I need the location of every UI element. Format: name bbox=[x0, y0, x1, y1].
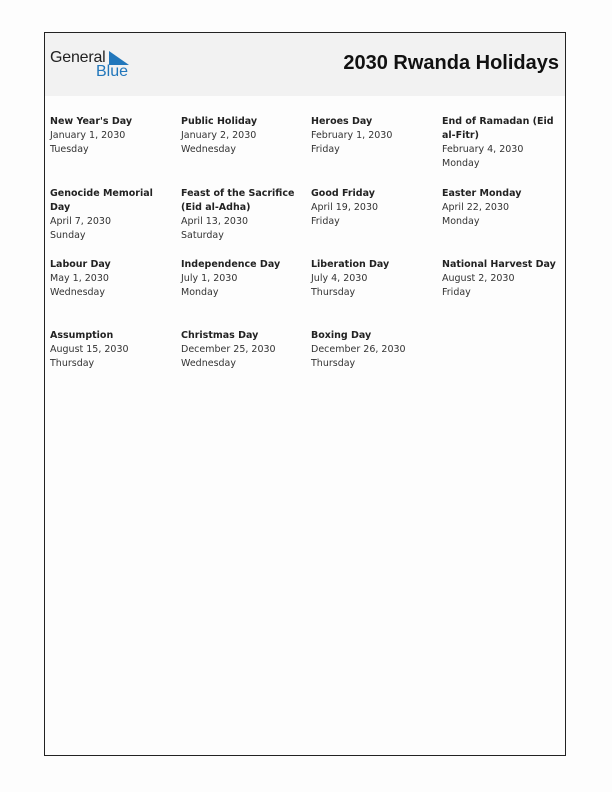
holiday-item bbox=[311, 187, 437, 229]
logo-text-general: General bbox=[50, 49, 106, 66]
holiday-date: February 1, 2030 bbox=[311, 130, 393, 141]
holiday-weekday: Thursday bbox=[311, 287, 356, 298]
holiday-weekday: Friday bbox=[311, 216, 340, 227]
holiday-date: July 4, 2030 bbox=[311, 273, 368, 284]
holiday-weekday: Friday bbox=[311, 144, 340, 155]
holiday-date: January 1, 2030 bbox=[50, 130, 126, 141]
holiday-weekday: Thursday bbox=[311, 358, 356, 369]
holiday-name: Independence Day bbox=[181, 259, 281, 270]
holiday-item bbox=[50, 258, 176, 300]
holiday-name: Boxing Day bbox=[311, 330, 372, 341]
page-title: 2030 Rwanda Holidays bbox=[343, 52, 559, 74]
holiday-item bbox=[50, 115, 176, 157]
holiday-date: July 1, 2030 bbox=[181, 273, 238, 284]
holiday-name: Assumption bbox=[50, 330, 114, 341]
holiday-weekday: Monday bbox=[181, 287, 219, 298]
holiday-item bbox=[181, 329, 307, 371]
page-frame bbox=[44, 32, 566, 756]
holiday-name: Feast of the Sacrifice (Eid al-Adha) bbox=[181, 188, 295, 213]
logo-text-blue: Blue bbox=[96, 63, 129, 80]
holiday-item bbox=[442, 258, 562, 300]
holiday-date: January 2, 2030 bbox=[181, 130, 257, 141]
holiday-date: August 2, 2030 bbox=[442, 273, 515, 284]
holiday-item bbox=[181, 187, 307, 243]
holiday-date: April 7, 2030 bbox=[50, 216, 111, 227]
holiday-weekday: Tuesday bbox=[50, 144, 89, 155]
holiday-name: Easter Monday bbox=[442, 188, 522, 199]
holiday-date: April 22, 2030 bbox=[442, 202, 510, 213]
holiday-weekday: Friday bbox=[442, 287, 471, 298]
holiday-item bbox=[311, 115, 437, 157]
holiday-date: August 15, 2030 bbox=[50, 344, 129, 355]
holiday-item bbox=[311, 329, 437, 371]
holiday-date: May 1, 2030 bbox=[50, 273, 109, 284]
holiday-name: New Year's Day bbox=[50, 116, 133, 127]
holiday-weekday: Wednesday bbox=[181, 358, 237, 369]
holiday-weekday: Thursday bbox=[50, 358, 95, 369]
holiday-item bbox=[50, 329, 176, 371]
holiday-weekday: Saturday bbox=[181, 230, 224, 241]
holiday-name: Genocide Memorial Day bbox=[50, 188, 153, 213]
header-band bbox=[45, 33, 565, 96]
holiday-item bbox=[311, 258, 437, 300]
holiday-item bbox=[442, 115, 562, 171]
holiday-date: December 25, 2030 bbox=[181, 344, 276, 355]
holiday-name: Liberation Day bbox=[311, 259, 390, 270]
holiday-name: Public Holiday bbox=[181, 116, 258, 127]
holiday-item bbox=[181, 115, 307, 157]
holiday-name: Christmas Day bbox=[181, 330, 259, 341]
holiday-name: End of Ramadan (Eid al-Fitr) bbox=[442, 116, 554, 141]
holiday-name: Good Friday bbox=[311, 188, 375, 199]
holiday-date: December 26, 2030 bbox=[311, 344, 406, 355]
holiday-date: February 4, 2030 bbox=[442, 144, 524, 155]
holiday-weekday: Sunday bbox=[50, 230, 86, 241]
holiday-date: April 13, 2030 bbox=[181, 216, 249, 227]
holiday-weekday: Monday bbox=[442, 158, 480, 169]
holiday-weekday: Wednesday bbox=[50, 287, 106, 298]
holiday-item bbox=[50, 187, 176, 243]
holiday-weekday: Monday bbox=[442, 216, 480, 227]
holiday-name: Labour Day bbox=[50, 259, 111, 270]
holiday-weekday: Wednesday bbox=[181, 144, 237, 155]
holiday-name: Heroes Day bbox=[311, 116, 373, 127]
holiday-item bbox=[181, 258, 307, 300]
logo bbox=[50, 49, 140, 83]
holiday-item bbox=[442, 187, 562, 229]
holiday-name: National Harvest Day bbox=[442, 259, 556, 270]
holiday-date: April 19, 2030 bbox=[311, 202, 379, 213]
